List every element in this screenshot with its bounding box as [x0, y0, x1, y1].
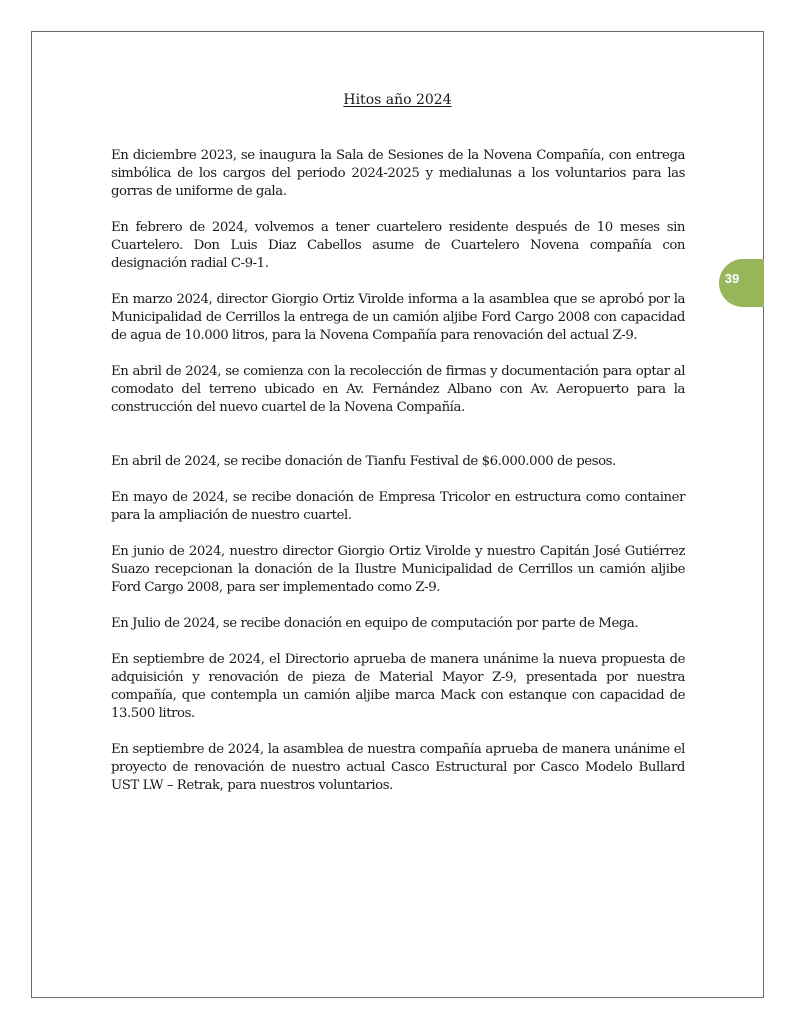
paragraph-diciembre-2023: En diciembre 2023, se inaugura la Sala de Sesiones de la Novena Compañía, con entrega simbólica de los cargos del periodo 2024-2025 y medialunas a los voluntarios para las gorras de uniforme de gala.	[111, 148, 685, 199]
paragraph-septiembre-2024-asamblea: En septiembre de 2024, la asamblea de nuestra compañía aprueba de manera unánime el proyecto de renovación de nuestro actual Casco Estructural por Casco Modelo Bullard UST LW – Retrak, para nuestros voluntarios.	[111, 742, 685, 793]
document-title: Hitos año 2024	[343, 92, 452, 108]
paragraph-febrero-2024: En febrero de 2024, volvemos a tener cuartelero residente después de 10 meses sin Cuartelero. Don Luis Diaz Cabellos asume de Cuartelero Novena compañía con designación radial C-9-1.	[111, 220, 685, 271]
paragraph-abril-2024-comodato: En abril de 2024, se comienza con la recolección de firmas y documentación para optar al comodato del terreno ubicado en Av. Fernández Albano con Av. Aeropuerto para la construcción del nuevo cuartel de la Novena Compañía.	[111, 364, 685, 415]
paragraph-mayo-2024: En mayo de 2024, se recibe donación de Empresa Tricolor en estructura como container para la ampliación de nuestro cuartel.	[111, 490, 685, 523]
page-number: 39	[724, 271, 740, 286]
page-number-badge	[719, 259, 764, 307]
paragraph-septiembre-2024-directorio: En septiembre de 2024, el Directorio aprueba de manera unánime la nueva propuesta de adquisición y renovación de pieza de Material Mayor Z-9, presentada por nuestra compañía, que contempla un camión aljibe marca Mack con estanque con capacidad de 13.500 litros.	[111, 652, 685, 721]
paragraph-abril-2024-donacion: En abril de 2024, se recibe donación de Tianfu Festival de $6.000.000 de pesos.	[111, 454, 616, 469]
paragraph-julio-2024: En Julio de 2024, se recibe donación en equipo de computación por parte de Mega.	[111, 616, 639, 631]
paragraph-junio-2024: En junio de 2024, nuestro director Giorgio Ortiz Virolde y nuestro Capitán José Gutiérrez Suazo recepcionan la donación de la Ilustre Municipalidad de Cerrillos un camión aljibe Ford Cargo 2008, para ser implementado como Z-9.	[111, 544, 685, 595]
paragraph-marzo-2024: En marzo 2024, director Giorgio Ortiz Virolde informa a la asamblea que se aprobó por la Municipalidad de Cerrillos la entrega de un camión aljibe Ford Cargo 2008 con capacidad de agua de 10.000 litros, para la Novena Compañía para renovación del actual Z-9.	[111, 292, 685, 343]
document-body	[111, 147, 685, 813]
